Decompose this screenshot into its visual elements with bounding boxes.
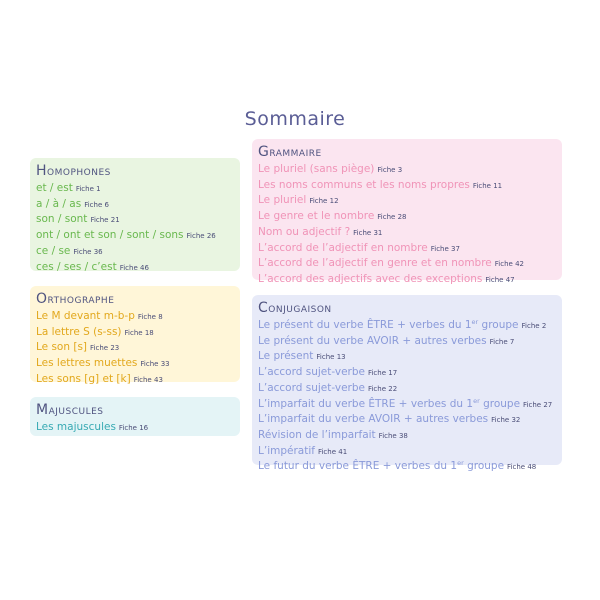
fiche-reference bbox=[309, 197, 338, 205]
toc-entry-label: L’imparfait du verbe AVOIR + autres verbes bbox=[258, 413, 489, 426]
toc-entry-label: Le présent bbox=[258, 350, 314, 363]
fiche-number: 38 bbox=[398, 431, 408, 440]
toc-entry-label: L’impératif bbox=[258, 444, 315, 457]
fiche-number: 1 bbox=[96, 185, 101, 193]
toc-entry[interactable] bbox=[258, 241, 556, 257]
fiche-word: Fiche bbox=[133, 375, 152, 384]
fiche-word: Fiche bbox=[90, 216, 109, 225]
fiche-reference bbox=[368, 369, 397, 377]
toc-entry[interactable] bbox=[258, 272, 556, 288]
fiche-word: Fiche bbox=[73, 247, 92, 256]
toc-entry[interactable] bbox=[36, 212, 234, 228]
toc-entry[interactable] bbox=[36, 181, 234, 197]
fiche-number: 41 bbox=[338, 447, 348, 456]
fiche-reference bbox=[84, 201, 109, 209]
toc-entry-label: Révision de l’imparfait bbox=[258, 428, 376, 441]
fiche-number: 8 bbox=[158, 313, 163, 321]
section-majuscules bbox=[30, 397, 240, 436]
fiche-number: 16 bbox=[139, 424, 149, 432]
toc-entry-label: Le pluriel bbox=[258, 194, 307, 207]
toc-entry-label: Les lettres muettes bbox=[36, 357, 138, 370]
toc-entry[interactable] bbox=[258, 334, 556, 350]
fiche-number: 47 bbox=[505, 275, 515, 284]
fiche-number: 36 bbox=[93, 247, 103, 256]
fiche-reference bbox=[485, 276, 514, 284]
toc-entry[interactable] bbox=[36, 356, 234, 372]
fiche-number: 42 bbox=[515, 260, 524, 269]
fiche-word: Fiche bbox=[521, 322, 540, 330]
toc-entry-label: L’accord de l’adjectif en nombre bbox=[258, 241, 428, 254]
fiche-number: 13 bbox=[336, 353, 346, 362]
toc-entry[interactable] bbox=[258, 318, 556, 334]
fiche-reference bbox=[134, 376, 163, 384]
fiche-reference bbox=[368, 385, 397, 393]
fiche-number: 37 bbox=[451, 244, 460, 253]
toc-entry-label-end: groupe bbox=[463, 460, 505, 473]
toc-entry[interactable] bbox=[36, 420, 234, 436]
fiche-reference bbox=[431, 245, 460, 253]
toc-entry-label: Nom ou adjectif ? bbox=[258, 225, 351, 238]
fiche-word: Fiche bbox=[84, 200, 103, 209]
fiche-number: 48 bbox=[527, 463, 537, 472]
toc-entry[interactable] bbox=[258, 225, 556, 241]
toc-entry-label: L’accord sujet-verbe bbox=[258, 381, 365, 394]
toc-entry-label: Le pluriel (sans piège) bbox=[258, 163, 375, 175]
section-items bbox=[258, 162, 556, 288]
page-title: Sommaire bbox=[244, 108, 346, 130]
fiche-reference bbox=[490, 338, 515, 346]
toc-entry-label: Le présent du verbe AVOIR + autres verbes bbox=[258, 334, 487, 347]
fiche-number: 2 bbox=[541, 322, 547, 330]
fiche-number: 32 bbox=[511, 416, 521, 425]
toc-entry-label: Les majuscules bbox=[36, 421, 116, 433]
fiche-reference bbox=[491, 416, 520, 424]
toc-entry[interactable] bbox=[36, 309, 234, 325]
fiche-number: 26 bbox=[206, 232, 216, 241]
fiche-number: 46 bbox=[140, 263, 149, 272]
toc-entry-label: Les noms communs et les noms propres bbox=[258, 178, 470, 191]
fiche-number: 43 bbox=[153, 375, 163, 384]
toc-entry-label: Le futur du verbe ÊTRE + verbes du 1 bbox=[258, 460, 458, 473]
fiche-reference bbox=[76, 185, 101, 193]
fiche-number: 31 bbox=[373, 228, 383, 237]
fiche-word: Fiche bbox=[75, 185, 94, 193]
fiche-word: Fiche bbox=[377, 166, 396, 174]
toc-entry[interactable] bbox=[258, 193, 556, 209]
fiche-number: 6 bbox=[104, 200, 109, 209]
fiche-reference bbox=[119, 424, 148, 432]
fiche-word: Fiche bbox=[309, 197, 328, 206]
section-heading: Conjugaison bbox=[258, 300, 332, 316]
fiche-word: Fiche bbox=[317, 447, 337, 456]
fiche-number: 3 bbox=[397, 166, 403, 174]
fiche-word: Fiche bbox=[489, 337, 508, 346]
toc-entry-label: Le son [s] bbox=[36, 341, 88, 354]
fiche-word: Fiche bbox=[430, 244, 449, 253]
fiche-word: Fiche bbox=[124, 328, 143, 337]
fiche-reference bbox=[316, 353, 345, 361]
fiche-word: Fiche bbox=[377, 213, 396, 222]
fiche-number: 27 bbox=[543, 400, 553, 409]
fiche-reference bbox=[507, 463, 536, 471]
section-heading: Grammaire bbox=[258, 144, 322, 160]
section-grammaire bbox=[252, 139, 562, 285]
toc-entry-label: L’accord sujet-verbe bbox=[258, 366, 365, 379]
section-items bbox=[258, 318, 556, 475]
section-orthographe bbox=[30, 286, 240, 385]
toc-entry-label: Le genre et le nombre bbox=[258, 210, 375, 223]
toc-entry-label: ce / se bbox=[36, 244, 71, 257]
toc-entry[interactable] bbox=[36, 197, 234, 213]
toc-entry[interactable] bbox=[36, 260, 234, 276]
toc-entry[interactable] bbox=[258, 349, 556, 365]
fiche-word: Fiche bbox=[118, 424, 137, 432]
toc-entry[interactable] bbox=[36, 244, 234, 260]
toc-entry-label: L’accord de l’adjectif en genre et en nombre bbox=[258, 257, 492, 270]
fiche-word: Fiche bbox=[137, 313, 156, 321]
toc-entry-superscript: er bbox=[471, 318, 479, 326]
fiche-number: 22 bbox=[388, 384, 398, 393]
toc-entry[interactable] bbox=[36, 340, 234, 356]
fiche-word: Fiche bbox=[523, 400, 542, 409]
fiche-word: Fiche bbox=[90, 344, 109, 353]
fiche-number: 11 bbox=[493, 181, 503, 190]
fiche-number: 21 bbox=[110, 216, 120, 225]
toc-entry-label: Les sons [g] et [k] bbox=[36, 372, 131, 385]
toc-entry-label: L’accord des adjectifs avec des exceptions bbox=[258, 272, 483, 285]
toc-entry-label-end: groupe bbox=[478, 319, 519, 331]
fiche-reference bbox=[125, 329, 154, 337]
toc-entry-label: La lettre S (s-ss) bbox=[36, 325, 122, 338]
fiche-number: 12 bbox=[329, 197, 339, 206]
fiche-word: Fiche bbox=[186, 232, 205, 241]
fiche-word: Fiche bbox=[367, 384, 387, 393]
fiche-word: Fiche bbox=[485, 275, 504, 284]
toc-entry[interactable] bbox=[258, 444, 556, 460]
fiche-reference bbox=[377, 166, 402, 174]
toc-entry[interactable] bbox=[36, 325, 234, 341]
toc-entry[interactable] bbox=[258, 178, 556, 194]
section-conjugaison bbox=[252, 295, 562, 473]
fiche-reference bbox=[379, 432, 408, 440]
toc-entry[interactable] bbox=[36, 372, 234, 388]
section-heading: Orthographe bbox=[36, 291, 115, 307]
toc-entry-label: a / à / as bbox=[36, 197, 82, 210]
section-items bbox=[36, 420, 234, 436]
fiche-number: 23 bbox=[110, 344, 120, 353]
fiche-reference bbox=[90, 344, 119, 352]
toc-entry[interactable] bbox=[258, 365, 556, 381]
toc-entry-label: et / est bbox=[36, 182, 73, 194]
fiche-reference bbox=[522, 322, 547, 330]
toc-entry-label: L’imparfait du verbe ÊTRE + verbes du 1 bbox=[258, 397, 474, 410]
toc-entry[interactable] bbox=[258, 412, 556, 428]
section-items bbox=[36, 181, 234, 275]
toc-entry-superscript: er bbox=[457, 459, 464, 468]
toc-entry[interactable] bbox=[258, 209, 556, 225]
toc-entry-label: Le présent du verbe ÊTRE + verbes du 1 bbox=[258, 319, 472, 331]
toc-entry[interactable] bbox=[258, 256, 556, 272]
toc-entry-label: son / sont bbox=[36, 213, 88, 226]
fiche-word: Fiche bbox=[140, 360, 159, 369]
fiche-reference bbox=[73, 248, 102, 256]
fiche-number: 28 bbox=[397, 213, 407, 222]
fiche-reference bbox=[353, 229, 382, 237]
fiche-number: 18 bbox=[144, 328, 154, 337]
section-homophones bbox=[30, 158, 240, 271]
fiche-reference bbox=[140, 360, 169, 368]
fiche-word: Fiche bbox=[316, 353, 335, 362]
toc-entry-label: ces / ses / c’est bbox=[36, 260, 117, 273]
fiche-number: 17 bbox=[388, 369, 398, 378]
toc-entry[interactable] bbox=[258, 428, 556, 444]
section-heading: Homophones bbox=[36, 163, 111, 179]
fiche-reference bbox=[377, 213, 406, 221]
fiche-reference bbox=[138, 313, 163, 321]
fiche-word: Fiche bbox=[507, 463, 526, 472]
fiche-reference bbox=[523, 401, 552, 409]
fiche-reference bbox=[187, 232, 216, 240]
fiche-reference bbox=[90, 216, 119, 224]
fiche-reference bbox=[120, 264, 149, 272]
fiche-reference bbox=[473, 182, 502, 190]
fiche-word: Fiche bbox=[119, 263, 138, 272]
toc-entry-label: Le M devant m-b-p bbox=[36, 310, 135, 322]
fiche-number: 33 bbox=[160, 360, 170, 369]
section-items bbox=[36, 309, 234, 388]
toc-entry[interactable] bbox=[258, 397, 556, 413]
toc-entry[interactable] bbox=[36, 228, 234, 244]
toc-entry[interactable] bbox=[258, 162, 556, 178]
fiche-number: 7 bbox=[509, 337, 515, 346]
fiche-word: Fiche bbox=[472, 181, 491, 190]
fiche-word: Fiche bbox=[491, 416, 510, 425]
toc-entry-superscript: er bbox=[473, 396, 480, 405]
fiche-reference bbox=[318, 448, 347, 456]
toc-entry-label-end: groupe bbox=[479, 397, 521, 410]
section-heading: Majuscules bbox=[36, 402, 104, 418]
fiche-word: Fiche bbox=[378, 431, 397, 440]
fiche-word: Fiche bbox=[353, 228, 372, 237]
toc-entry-label: ont / ont et son / sont / sons bbox=[36, 229, 184, 242]
fiche-word: Fiche bbox=[367, 369, 387, 378]
fiche-word: Fiche bbox=[494, 260, 513, 269]
toc-entry[interactable] bbox=[258, 459, 556, 475]
fiche-reference bbox=[495, 260, 524, 268]
toc-entry[interactable] bbox=[258, 381, 556, 397]
